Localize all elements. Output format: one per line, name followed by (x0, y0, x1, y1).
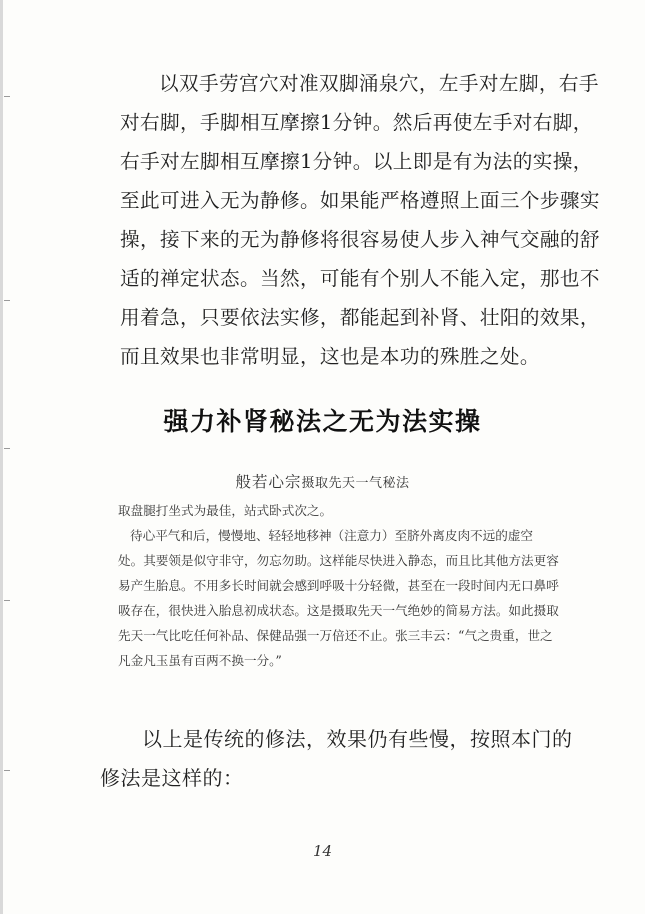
paragraph-line: 右手对左脚相互摩擦1分钟。以上即是有为法的实操， (120, 150, 593, 173)
paragraph-line: 以双手劳宫穴对准双脚涌泉穴，左手对左脚，右手 (159, 72, 599, 95)
paragraph-line: 操，接下来的无为静修将很容易使人步入神气交融的舒 (120, 228, 600, 251)
passage-line: 吸存在，很快进入胎息初成状态。这是摄取先天一气绝妙的简易方法。如此摄取 (118, 603, 559, 618)
sub-heading (0, 470, 645, 492)
passage-line: 凡金凡玉虽有百两不换一分。” (118, 653, 282, 668)
passage-line: 待心平气和后，慢慢地、轻轻地移神（注意力）至脐外离皮肉不远的虚空 (130, 528, 533, 543)
sub-heading-main: 般若心宗 (235, 473, 302, 491)
paragraph-line: 对右脚，手脚相互摩擦1分钟。然后再使左手对右脚， (120, 111, 593, 134)
margin-mark (4, 770, 10, 771)
paragraph-line: 而且效果也非常明显，这也是本功的殊胜之处。 (120, 345, 540, 368)
passage-line: 处。其要领是似守非守，勿忘勿助。这样能尽快进入静态，而且比其他方法更容 (118, 553, 559, 568)
body-paragraph-1 (120, 64, 600, 376)
scan-edge (0, 0, 3, 914)
margin-mark (4, 96, 10, 97)
section-title: 强力补肾秘法之无为法实操 (163, 407, 482, 436)
paragraph-line: 修法是这样的： (100, 766, 244, 790)
paragraph-line: 以上是传统的修法，效果仍有些慢，按照本门的 (142, 727, 573, 751)
quoted-passage (118, 498, 559, 673)
sub-heading-small: 摄取先天一气秘法 (301, 476, 410, 491)
paragraph-line: 用着急，只要依法实修，都能起到补肾、壮阳的效果， (120, 306, 600, 329)
margin-mark (4, 448, 10, 449)
passage-line: 取盘腿打坐式为最佳，站式卧式次之。 (118, 503, 333, 518)
margin-mark (4, 600, 10, 601)
passage-line: 易产生胎息。不用多长时间就会感到呼吸十分轻微，甚至在一段时间内无口鼻呼 (118, 578, 559, 593)
page-number: 14 (312, 842, 333, 860)
passage-line: 先天一气比吃任何补品、保健品强一万倍还不止。张三丰云：“气之贵重，世之 (118, 628, 553, 643)
paragraph-line: 适的禅定状态。当然，可能有个别人不能入定，那也不 (120, 267, 600, 290)
margin-mark (4, 300, 10, 301)
paragraph-line: 至此可进入无为静修。如果能严格遵照上面三个步骤实 (120, 189, 600, 212)
body-paragraph-2 (100, 720, 573, 798)
